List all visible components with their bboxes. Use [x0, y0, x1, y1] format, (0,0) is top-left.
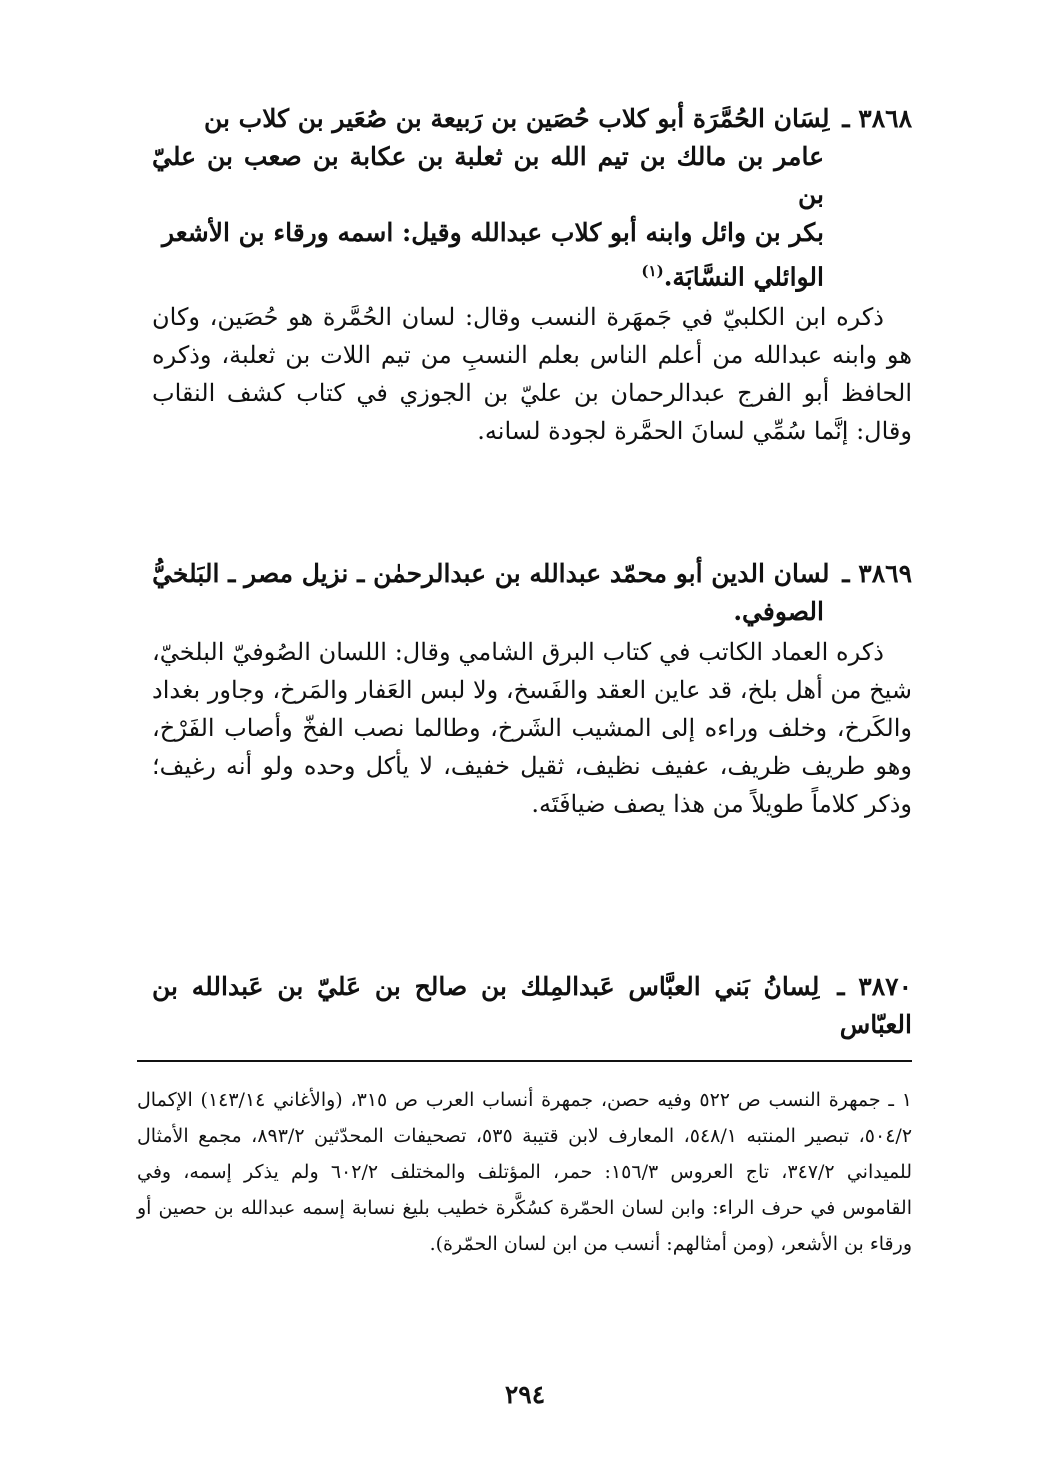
footnote-block: [137, 1082, 912, 1262]
entry-body-text: ذكره ابن الكلبيّ في جَمهَرة النسب وقال: لسان الحُمَّرة هو حُصَين، وكان هو وابنه عبدالله من أعلم الناس بعلم النسبِ من تيم اللات بن ثعلبة، وذكره الحافظ أبو الفرج عبدالرحمان بن عليّ بن الجوزي في كتاب كشف النقاب وقال: إنَّما سُمِّي لسانَ الحمَّرة لجودة لسانه.: [152, 303, 912, 446]
entry-3869: [152, 555, 912, 823]
entry-heading: [152, 100, 912, 296]
heading-line: لِسانُ بَني العبَّاس عَبدالمِلك بن صالح بن عَليّ بن عَبدالله بن العبّاس: [152, 972, 912, 1039]
entry-heading: [152, 968, 912, 1044]
footnote-divider: [137, 1060, 912, 1062]
entry-number: ٣٨٦٩ ـ: [842, 559, 912, 588]
entry-heading: [152, 555, 912, 631]
heading-line: لِسَان الحُمَّرَة أبو كلاب حُصَين بن رَبيعة بن صُعَير بن كلاب بن: [203, 104, 830, 133]
footnote-reference: (١): [641, 262, 664, 280]
heading-line: بكر بن وائل وابنه أبو كلاب عبدالله وقيل: اسمه ورقاء بن الأشعر: [161, 218, 824, 247]
entry-number: ٣٨٧٠ ـ: [837, 972, 912, 1001]
heading-line-text: الوائلي النسَّابَة.: [663, 262, 824, 292]
entry-3868: [152, 100, 912, 450]
heading-line: لسان الدين أبو محمّد عبدالله بن عبدالرحمٰن ـ نزيل مصر ـ البَلخيُّ: [152, 559, 830, 588]
entry-body-text: ذكره العماد الكاتب في كتاب البرق الشامي وقال: اللسان الصُوفيّ البلخيّ، شيخ من أهل بلخ، قد عاين العقد والفَسخ، ولا لبس العَفار والمَرخ، وجاور بغداد والكَرخ، وخلف وراءه إلى المشيب الشَرخ، وطالما نصب الفخّ وأصاب الفَرْخ، وهو طريف ظريف، عفيف نظيف، ثقيل خفيف، لا يأكل وحده ولو أنه رغيف؛ وذكر كلاماً طويلاً من هذا يصف ضيافَتَه.: [152, 638, 912, 818]
heading-line: [152, 252, 912, 296]
footnote-text: ١ ـ جمهرة النسب ص ٥٢٢ وفيه حصن، جمهرة أنساب العرب ص ٣١٥، (والأغاني ١٤٣/١٤) الإكمال ٥٠٤/٢، تبصير المنتبه ٥٤٨/١، المعارف لابن قتيبة ٥٣٥، تصحيفات المحدّثين ٨٩٣/٢، مجمع الأمثال للميداني ٣٤٧/٢، تاج العروس ١٥٦/٣: حمر، المؤتلف والمختلف ٦٠٢/٢ ولم يذكر إسمه، وفي القاموس في حرف الراء: وابن لسان الحمّرة كسُكَّرة خطيب بليغ نسابة إسمه عبدالله بن حصين أو ورقاء بن الأشعر، (ومن أمثالهم: أنسب من ابن لسان الحمّرة).: [137, 1089, 913, 1255]
entry-3870: [152, 968, 912, 1044]
entry-body: [152, 633, 912, 823]
heading-line: الصوفي.: [733, 597, 824, 626]
page-number: ٢٩٤: [504, 1380, 546, 1409]
entry-body: [152, 298, 912, 450]
heading-line: عامر بن مالك بن تيم الله بن ثعلبة بن عكابة بن صعب بن عليّ بن: [152, 142, 824, 209]
entry-number: ٣٨٦٨ ـ: [842, 104, 912, 133]
